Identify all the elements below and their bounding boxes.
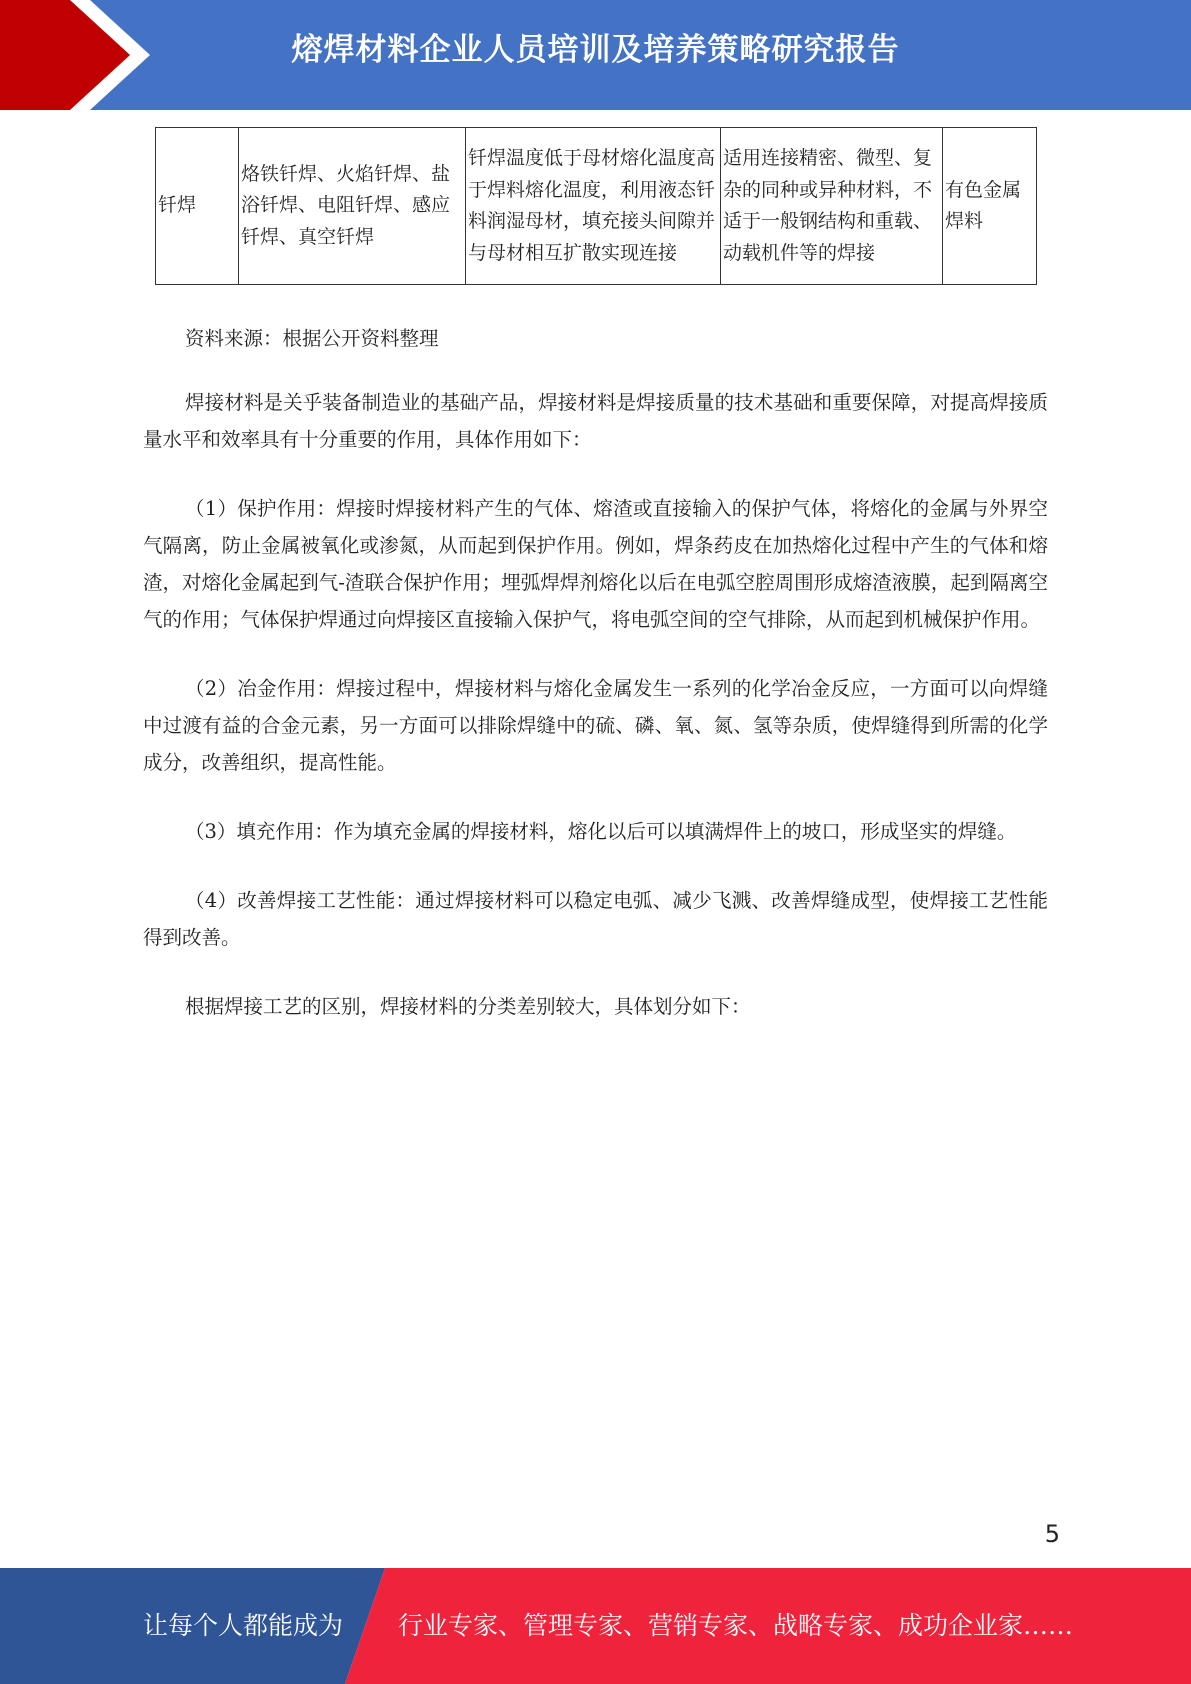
header-band [0, 0, 1191, 110]
body-content [143, 320, 1048, 1057]
footer-slogan-left: 让每个人都能成为 [143, 1611, 344, 1640]
table-cell-materials: 有色金属焊料 [943, 128, 1037, 285]
table-row [156, 128, 1037, 285]
closing-paragraph: 根据焊接工艺的区别，焊接材料的分类差别较大，具体划分如下： [185, 995, 751, 1018]
table-cell-application: 适用连接精密、微型、复杂的同种或异种材料，不适于一般钢结构和重载、动载机件等的焊接 [721, 128, 943, 285]
function-item-process: （4）改善焊接工艺性能：通过焊接材料可以稳定电弧、减少飞溅、改善焊缝成型，使焊接工艺性能得到改善。 [143, 889, 1048, 949]
intro-paragraph: 焊接材料是关乎装备制造业的基础产品，焊接材料是焊接质量的技术基础和重要保障，对提高焊接质量水平和效率具有十分重要的作用，具体作用如下： [143, 391, 1048, 451]
function-item-filling: （3）填充作用：作为填充金属的焊接材料，熔化以后可以填满焊件上的坡口，形成坚实的焊缝。 [185, 820, 1017, 843]
page-number: 5 [1044, 1520, 1060, 1548]
function-item-metallurgy: （2）冶金作用：焊接过程中，焊接材料与熔化金属发生一系列的化学冶金反应，一方面可以向焊缝中过渡有益的合金元素，另一方面可以排除焊缝中的硫、磷、氧、氮、氢等杂质，使焊缝得到所需的化学成分，改善组织，提高性能。 [143, 677, 1048, 774]
table-cell-method: 钎焊 [156, 128, 239, 285]
function-item-protection: （1）保护作用：焊接时焊接材料产生的气体、熔渣或直接输入的保护气体，将熔化的金属与外界空气隔离，防止金属被氧化或渗氮，从而起到保护作用。例如，焊条药皮在加热熔化过程中产生的气体和熔渣，对熔化金属起到气-渣联合保护作用；埋弧焊焊剂熔化以后在电弧空腔周围形成熔渣液膜，起到隔离空气的作用；气体保护焊通过向焊接区直接输入保护气，将电弧空间的空气排除，从而起到机械保护作用。 [143, 497, 1048, 631]
footer-band [0, 1568, 1191, 1684]
footer-slogan-right: 行业专家、管理专家、营销专家、战略专家、成功企业家…… [398, 1611, 1074, 1640]
table-cell-principle: 钎焊温度低于母材熔化温度高于焊料熔化温度，利用液态钎料润湿母材，填充接头间隙并与母材相互扩散实现连接 [466, 128, 721, 285]
source-note: 资料来源：根据公开资料整理 [185, 327, 439, 350]
report-title: 熔焊材料企业人员培训及培养策略研究报告 [291, 32, 900, 68]
table-cell-types: 烙铁钎焊、火焰钎焊、盐浴钎焊、电阻钎焊、感应钎焊、真空钎焊 [239, 128, 466, 285]
welding-method-table [155, 127, 1037, 285]
